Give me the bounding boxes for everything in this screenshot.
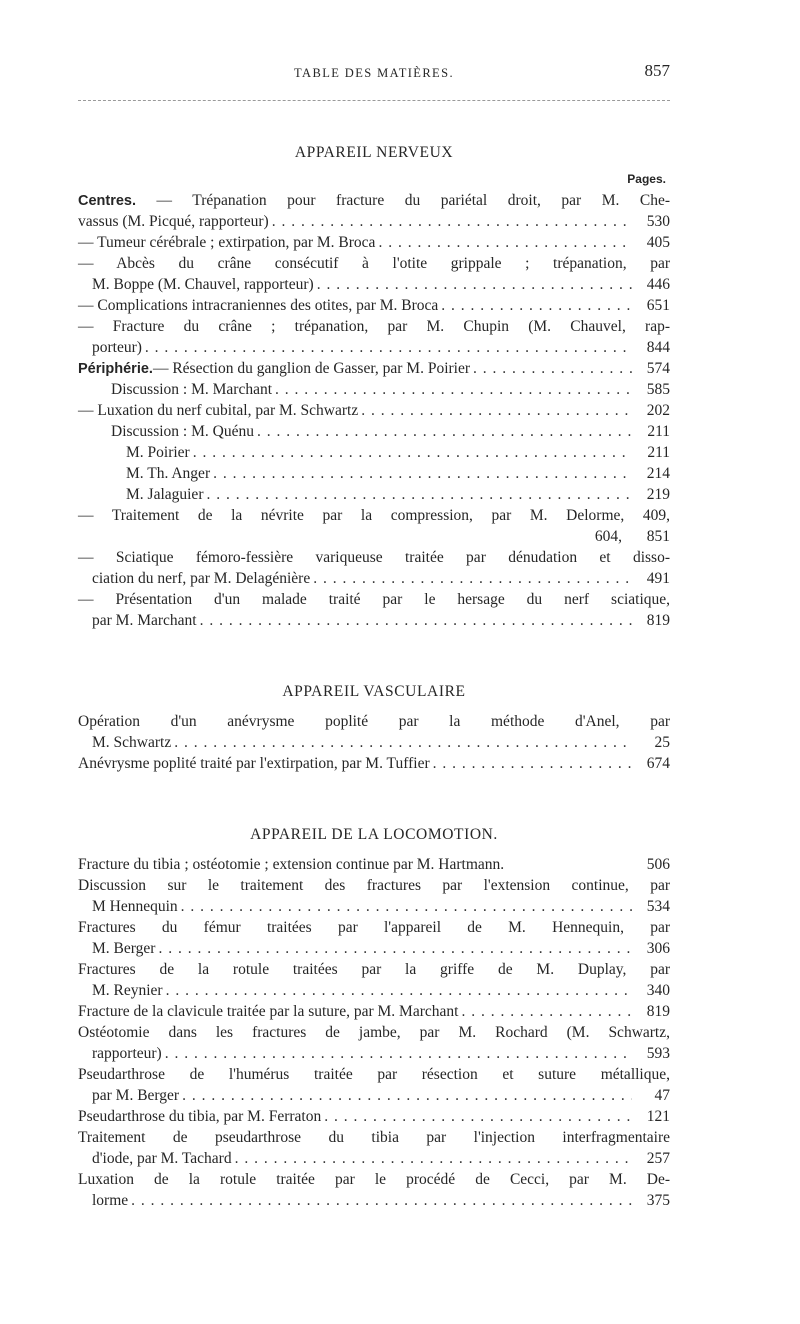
running-title: TABLE DES MATIÈRES. bbox=[294, 66, 454, 80]
dot-leader bbox=[458, 1001, 632, 1022]
entry-line bbox=[78, 358, 670, 379]
dot-leader bbox=[430, 753, 632, 774]
entry-heading: Périphérie. bbox=[78, 361, 153, 377]
entry-text: M Hennequin bbox=[92, 898, 178, 915]
entry-text: — Sciatique fémoro-fessière variqueuse traitée par dénudation et disso- bbox=[78, 549, 670, 566]
dot-leader bbox=[358, 400, 632, 421]
entry-line bbox=[78, 732, 670, 753]
entry-text: M. Schwartz bbox=[92, 734, 172, 751]
entry-line bbox=[78, 1127, 670, 1148]
dot-leader bbox=[269, 211, 632, 232]
page-ref: 674 bbox=[646, 755, 670, 772]
entry-text: Anévrysme poplité traité par l'extirpation, par M. Tuffier bbox=[78, 755, 430, 772]
entry-text: Opération d'un anévrysme poplité par la méthode d'Anel, par bbox=[78, 713, 670, 730]
page-ref: 211 bbox=[647, 423, 670, 440]
section-title: APPAREIL NERVEUX bbox=[294, 144, 454, 161]
page-ref: 651 bbox=[646, 297, 670, 314]
entry-line bbox=[78, 400, 670, 421]
entry-line bbox=[78, 547, 670, 568]
entry-text: Pseudarthrose du tibia, par M. Ferraton bbox=[78, 1108, 322, 1125]
entry-text: Discussion sur le traitement des fractures par l'extension continue, par bbox=[78, 877, 670, 894]
entry-text: — Luxation du nerf cubital, par M. Schwartz bbox=[78, 402, 359, 419]
entry-line bbox=[78, 711, 670, 732]
entry-text: ciation du nerf, par M. Delagénière bbox=[92, 570, 311, 587]
page-ref: 819 bbox=[646, 612, 670, 629]
page-ref: 446 bbox=[646, 276, 670, 293]
entry-text: Pseudarthrose de l'humérus traitée par résection et suture métallique, bbox=[78, 1066, 670, 1083]
entry-line bbox=[78, 421, 670, 442]
entry-list bbox=[78, 190, 670, 631]
page-ref: 375 bbox=[646, 1192, 670, 1209]
entry-line bbox=[78, 190, 670, 211]
entry-line bbox=[78, 253, 670, 274]
header-rule bbox=[78, 100, 670, 101]
entry-line bbox=[78, 1106, 670, 1127]
entry-line bbox=[78, 484, 670, 505]
page-ref: 219 bbox=[646, 486, 670, 503]
dot-leader bbox=[210, 463, 632, 484]
entry-line bbox=[78, 938, 670, 959]
dot-leader bbox=[162, 1043, 632, 1064]
entry-line bbox=[78, 1022, 670, 1043]
entry-text: porteur) bbox=[92, 339, 142, 356]
dot-leader bbox=[272, 379, 632, 400]
entry-line bbox=[78, 337, 670, 358]
entry-line bbox=[78, 463, 670, 484]
entry-text: Luxation de la rotule traitée par le procédé de Cecci, par M. De- bbox=[78, 1171, 670, 1188]
page-ref: 121 bbox=[646, 1108, 670, 1125]
section-title: APPAREIL VASCULAIRE bbox=[282, 683, 466, 700]
entry-text: — Complications intracraniennes des otites, par M. Broca bbox=[78, 297, 439, 314]
page-ref: 405 bbox=[646, 234, 670, 251]
entry-line bbox=[78, 568, 670, 589]
dot-leader bbox=[470, 358, 632, 379]
entry-text: Traitement de pseudarthrose du tibia par l'injection interfragmentaire bbox=[78, 1129, 670, 1146]
page-ref: 211 bbox=[647, 444, 670, 461]
entry-text: — Traitement de la névrite par la compression, par M. Delorme, 409, bbox=[78, 507, 670, 524]
dot-leader bbox=[232, 1148, 632, 1169]
entry-text: M. Poirier bbox=[126, 444, 190, 461]
dot-leader bbox=[171, 732, 632, 753]
entry-text: — Présentation d'un malade traité par le hersage du nerf sciatique, bbox=[78, 591, 670, 608]
page-ref: 851 bbox=[646, 528, 670, 545]
entry-line bbox=[78, 1043, 670, 1064]
entry-text: Discussion : M. Marchant bbox=[111, 381, 273, 398]
dot-leader bbox=[310, 568, 632, 589]
dot-leader bbox=[178, 896, 632, 917]
page-ref: 202 bbox=[646, 402, 670, 419]
entry-text: d'iode, par M. Tachard bbox=[92, 1150, 232, 1167]
entry-line bbox=[78, 959, 670, 980]
dot-leader bbox=[203, 484, 632, 505]
page-ref: 534 bbox=[646, 898, 670, 915]
dot-leader bbox=[314, 274, 632, 295]
entry-text: Fractures de la rotule traitées par la griffe de M. Duplay, par bbox=[78, 961, 670, 978]
entry-line bbox=[78, 232, 670, 253]
page-ref: 306 bbox=[646, 940, 670, 957]
page-ref: 340 bbox=[646, 982, 670, 999]
entry-text: M. Th. Anger bbox=[126, 465, 211, 482]
entry-text: M. Boppe (M. Chauvel, rapporteur) bbox=[92, 276, 314, 293]
table-of-contents bbox=[78, 142, 670, 1261]
entry-text: — Trépanation pour fracture du pariétal droit, par M. Che- bbox=[136, 192, 670, 209]
page-ref: 257 bbox=[646, 1150, 670, 1167]
dot-leader bbox=[155, 938, 632, 959]
entry-text: — Fracture du crâne ; trépanation, par M. Chupin (M. Chauvel, rap- bbox=[78, 318, 670, 335]
entry-heading: Centres. bbox=[78, 193, 137, 209]
dot-leader bbox=[190, 442, 632, 463]
page-header bbox=[78, 60, 670, 88]
entry-line bbox=[78, 896, 670, 917]
entry-text: — Résection du ganglion de Gasser, par M. Poirier bbox=[152, 360, 471, 377]
entry-line bbox=[78, 526, 670, 547]
entry-line bbox=[78, 917, 670, 938]
entry-line bbox=[78, 610, 670, 631]
entry-text: Fracture du tibia ; ostéotomie ; extension continue par M. Hartmann. bbox=[78, 856, 505, 873]
dot-leader bbox=[142, 337, 632, 358]
entry-list bbox=[78, 711, 670, 774]
page-ref: 506 bbox=[646, 856, 670, 873]
page-number: 857 bbox=[644, 61, 670, 80]
dot-leader bbox=[254, 421, 632, 442]
dot-leader bbox=[438, 295, 632, 316]
entry-text: Discussion : M. Quénu bbox=[111, 423, 254, 440]
entry-line bbox=[78, 854, 670, 875]
entry-line bbox=[78, 1064, 670, 1085]
entry-text: — Tumeur cérébrale ; extirpation, par M. Broca bbox=[78, 234, 376, 251]
page-ref: 530 bbox=[646, 213, 670, 230]
page-ref: 819 bbox=[646, 1003, 670, 1020]
dot-leader bbox=[321, 1106, 632, 1127]
entry-text: Fractures du fémur traitées par l'appareil de M. Hennequin, par bbox=[78, 919, 670, 936]
pages-label: Pages. bbox=[627, 172, 666, 186]
entry-text: Ostéotomie dans les fractures de jambe, par M. Rochard (M. Schwartz, bbox=[78, 1024, 670, 1041]
entry-text: par M. Marchant bbox=[92, 612, 197, 629]
page-ref: 585 bbox=[646, 381, 670, 398]
dot-leader bbox=[197, 610, 632, 631]
entry-text: M. Jalaguier bbox=[126, 486, 204, 503]
page-ref: 47 bbox=[654, 1087, 670, 1104]
entry-line bbox=[78, 589, 670, 610]
entry-line bbox=[78, 274, 670, 295]
toc-section bbox=[78, 824, 670, 1211]
toc-section bbox=[78, 681, 670, 774]
entry-text: M. Reynier bbox=[92, 982, 163, 999]
entry-line bbox=[78, 211, 670, 232]
page-ref: 574 bbox=[646, 360, 670, 377]
entry-text: par M. Berger bbox=[92, 1087, 180, 1104]
entry-text: — Abcès du crâne consécutif à l'otite grippale ; trépanation, par bbox=[78, 255, 670, 272]
entry-line bbox=[78, 1085, 670, 1106]
page-ref: 593 bbox=[646, 1045, 670, 1062]
entry-text: 604, bbox=[594, 528, 622, 545]
entry-line bbox=[78, 316, 670, 337]
entry-line bbox=[78, 505, 670, 526]
entry-line bbox=[78, 875, 670, 896]
dot-leader bbox=[179, 1085, 632, 1106]
page-ref: 491 bbox=[646, 570, 670, 587]
section-title: APPAREIL DE LA LOCOMOTION. bbox=[250, 826, 498, 843]
entry-text: rapporteur) bbox=[92, 1045, 162, 1062]
entry-line bbox=[78, 1190, 670, 1211]
entry-list bbox=[78, 854, 670, 1211]
entry-text: vassus (M. Picqué, rapporteur) bbox=[78, 213, 269, 230]
entry-line bbox=[78, 442, 670, 463]
entry-line bbox=[78, 753, 670, 774]
page-ref: 214 bbox=[646, 465, 670, 482]
dot-leader bbox=[163, 980, 632, 1001]
entry-text: lorme bbox=[92, 1192, 129, 1209]
toc-section bbox=[78, 142, 670, 631]
entry-line bbox=[78, 980, 670, 1001]
page-ref: 844 bbox=[646, 339, 670, 356]
entry-line bbox=[78, 295, 670, 316]
entry-text: Fracture de la clavicule traitée par la suture, par M. Marchant bbox=[78, 1003, 459, 1020]
entry-text: M. Berger bbox=[92, 940, 156, 957]
entry-line bbox=[78, 1169, 670, 1190]
entry-line bbox=[78, 379, 670, 400]
entry-line bbox=[78, 1148, 670, 1169]
dot-leader bbox=[375, 232, 632, 253]
dot-leader bbox=[128, 1190, 632, 1211]
page-ref: 25 bbox=[654, 734, 670, 751]
entry-line bbox=[78, 1001, 670, 1022]
